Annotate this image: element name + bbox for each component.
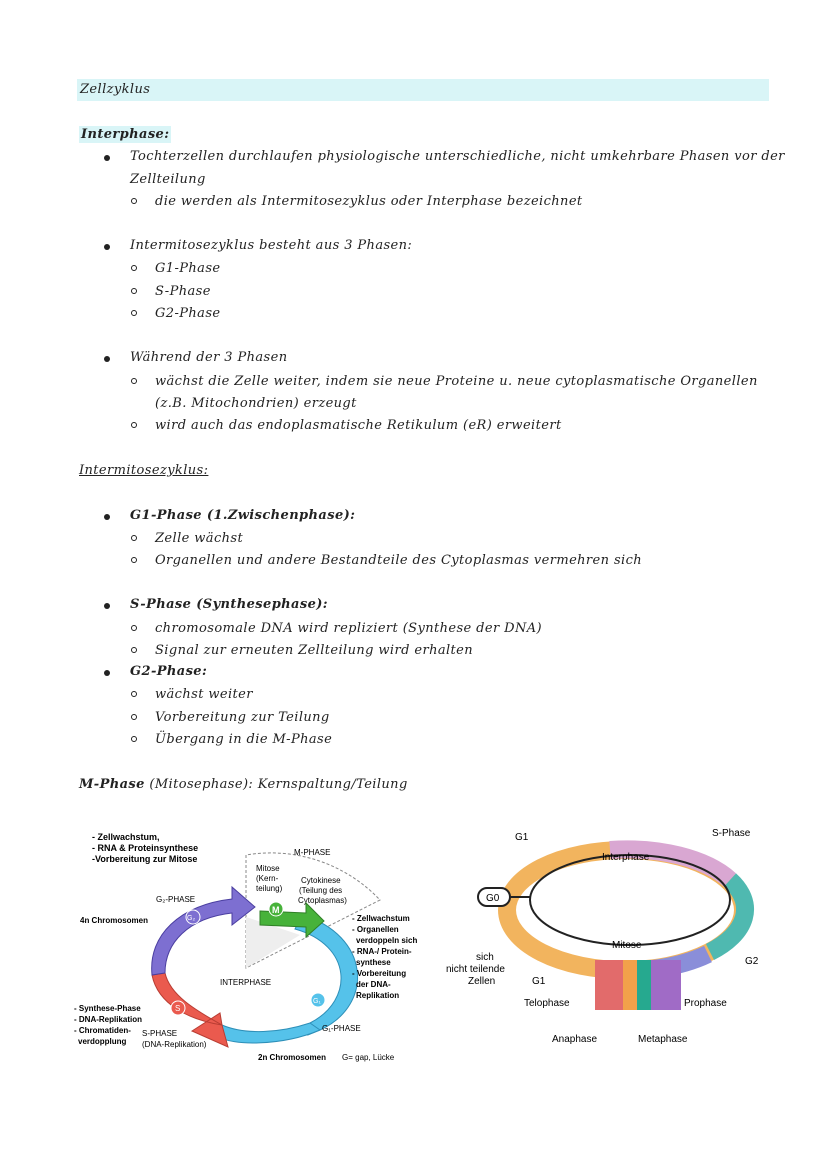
d1-right-3: verdoppeln sich bbox=[356, 936, 418, 945]
d2-g1-top: G1 bbox=[515, 832, 529, 843]
interphase-b2: Intermitosezyklus besteht aus 3 Phasen: bbox=[130, 238, 413, 253]
cell-cycle-diagram-right bbox=[440, 820, 770, 1050]
d2-s-phase: S-Phase bbox=[712, 828, 751, 839]
sub-bullet bbox=[131, 647, 137, 653]
d1-s-phase-2: (DNA-Replikation) bbox=[142, 1040, 207, 1049]
mphase-rest: (Mitosephase): Kernspaltung/Teilung bbox=[149, 777, 408, 792]
d1-right-8: Replikation bbox=[356, 991, 400, 1000]
d2-telophase: Telophase bbox=[524, 998, 570, 1009]
d1-cytokinese-1: Cytokinese bbox=[301, 876, 341, 885]
sub-bullet bbox=[131, 310, 137, 316]
d1-4n: 4n Chromosomen bbox=[80, 916, 149, 925]
phase-bar-pro bbox=[651, 960, 681, 1010]
sub-bullet bbox=[131, 557, 137, 563]
g1-sub1: Zelle wächst bbox=[155, 531, 244, 546]
sub-bullet bbox=[131, 625, 137, 631]
d1-g2-circle: G₂ bbox=[187, 915, 196, 922]
phase-bar-telo bbox=[595, 960, 623, 1010]
d1-note-top-2: - RNA & Proteinsynthese bbox=[92, 843, 199, 853]
d2-nicht: nicht teilende bbox=[446, 964, 505, 975]
g2-sub3: Übergang in die M-Phase bbox=[155, 732, 333, 747]
s-sub2: Signal zur erneuten Zellteilung wird erhalten bbox=[155, 643, 474, 658]
d2-mitose: Mitose bbox=[612, 940, 642, 951]
d2-g1-bottom: G1 bbox=[532, 976, 546, 987]
d1-right-4: - RNA-/ Protein- bbox=[352, 947, 412, 956]
phase-g1: G1-Phase bbox=[155, 261, 221, 276]
g2-sub1: wächst weiter bbox=[155, 687, 253, 702]
bullet bbox=[104, 155, 110, 161]
bullet bbox=[104, 356, 110, 362]
g2-heading: G2-Phase: bbox=[130, 664, 208, 679]
d1-g2-label: G₂-PHASE bbox=[156, 895, 196, 904]
d1-2n: 2n Chromosomen bbox=[258, 1053, 327, 1062]
s-sub1: chromosomale DNA wird repliziert (Synthese der DNA) bbox=[155, 621, 542, 636]
d2-g2: G2 bbox=[745, 956, 759, 967]
d1-right-2: - Organellen bbox=[352, 925, 399, 934]
g2-sub2: Vorbereitung zur Teilung bbox=[155, 710, 330, 725]
d1-interphase: INTERPHASE bbox=[220, 978, 272, 987]
d1-right-6: - Vorbereitung bbox=[352, 969, 407, 978]
bullet bbox=[104, 244, 110, 250]
arc-g1-blue bbox=[295, 915, 358, 1035]
d1-cytokinese-3: Cytoplasmas) bbox=[298, 896, 347, 905]
d1-s-phase-1: S-PHASE bbox=[142, 1029, 178, 1038]
d2-metaphase: Metaphase bbox=[638, 1034, 688, 1045]
interphase-b1-line2: Zellteilung bbox=[130, 172, 206, 187]
d2-anaphase: Anaphase bbox=[552, 1034, 598, 1045]
phase-s: S-Phase bbox=[155, 284, 211, 299]
sub-bullet bbox=[131, 691, 137, 697]
sub-bullet bbox=[131, 736, 137, 742]
d1-right-1: - Zellwachstum bbox=[352, 914, 410, 923]
sub-bullet bbox=[131, 535, 137, 541]
mphase-bold: M-Phase bbox=[79, 777, 145, 792]
interphase-b1-sub1: die werden als Intermitosezyklus oder Interphase bezeichnet bbox=[155, 194, 583, 209]
d1-mitose-2: (Kern- bbox=[256, 874, 279, 883]
interphase-b3: Während der 3 Phasen bbox=[130, 350, 288, 365]
d1-gap: G= gap, Lücke bbox=[342, 1053, 395, 1062]
intermitose-heading: Intermitosezyklus: bbox=[79, 463, 209, 478]
d1-cytokinese-2: (Teilung des bbox=[299, 886, 343, 895]
d1-right-5: synthese bbox=[356, 958, 391, 967]
d2-interphase: Interphase bbox=[602, 852, 650, 863]
bullet bbox=[104, 670, 110, 676]
d2-prophase: Prophase bbox=[684, 998, 727, 1009]
page-title: Zellzyklus bbox=[80, 82, 151, 97]
bullet bbox=[104, 603, 110, 609]
sub-bullet bbox=[131, 422, 137, 428]
d1-left-1: - Synthese-Phase bbox=[74, 1004, 141, 1013]
d1-g1-circle: G₁ bbox=[313, 998, 321, 1005]
mphase-line bbox=[79, 777, 408, 792]
d1-note-top-1: - Zellwachstum, bbox=[92, 832, 160, 842]
sub-bullet bbox=[131, 378, 137, 384]
sub-bullet bbox=[131, 265, 137, 271]
d1-mitose-1: Mitose bbox=[256, 864, 280, 873]
d1-left-3: - Chromatiden- bbox=[74, 1026, 131, 1035]
phase-bar-ana bbox=[623, 960, 637, 1010]
d1-right-7: der DNA- bbox=[356, 980, 391, 989]
d1-g1-phase: G₁-PHASE bbox=[322, 1024, 361, 1033]
title-bar bbox=[77, 79, 769, 101]
interphase-heading: Interphase: bbox=[81, 127, 170, 142]
interphase-b1-line1: Tochterzellen durchlaufen physiologische unterschiedliche, nicht umkehrbare Phasen vor der bbox=[130, 149, 785, 164]
interphase-b3-sub1-line2: (z.B. Mitochondrien) erzeugt bbox=[155, 396, 357, 411]
d2-sich: sich bbox=[476, 952, 494, 963]
g1-sub2: Organellen und andere Bestandteile des Cytoplasmas vermehren sich bbox=[155, 553, 643, 568]
phase-g2: G2-Phase bbox=[155, 306, 221, 321]
d1-m: M bbox=[272, 905, 280, 915]
sub-bullet bbox=[131, 198, 137, 204]
phase-bar-meta bbox=[637, 960, 651, 1010]
s-heading: S-Phase (Synthesephase): bbox=[130, 597, 328, 612]
d1-s-circle: S bbox=[175, 1004, 181, 1013]
sub-bullet bbox=[131, 714, 137, 720]
d2-zellen: Zellen bbox=[468, 976, 496, 987]
arc-g1-bottom bbox=[220, 1023, 320, 1043]
cell-cycle-diagram-left bbox=[70, 825, 430, 1070]
d1-mitose-3: teilung) bbox=[256, 884, 283, 893]
interphase-b3-sub1-line1: wächst die Zelle weiter, indem sie neue Proteine u. neue cytoplasmatische Organellen bbox=[155, 374, 758, 389]
d1-note-top-3: -Vorbereitung zur Mitose bbox=[92, 854, 198, 864]
bullet bbox=[104, 514, 110, 520]
d1-left-2: - DNA-Replikation bbox=[74, 1015, 142, 1024]
sub-bullet bbox=[131, 288, 137, 294]
inner-cycle bbox=[530, 855, 730, 945]
interphase-b3-sub2: wird auch das endoplasmatische Retikulum (eR) erweitert bbox=[155, 418, 562, 433]
d1-left-4: verdopplung bbox=[78, 1037, 127, 1046]
d1-mphase-label: M-PHASE bbox=[294, 848, 331, 857]
g1-heading: G1-Phase (1.Zwischenphase): bbox=[130, 508, 356, 523]
d2-g0: G0 bbox=[486, 893, 500, 904]
